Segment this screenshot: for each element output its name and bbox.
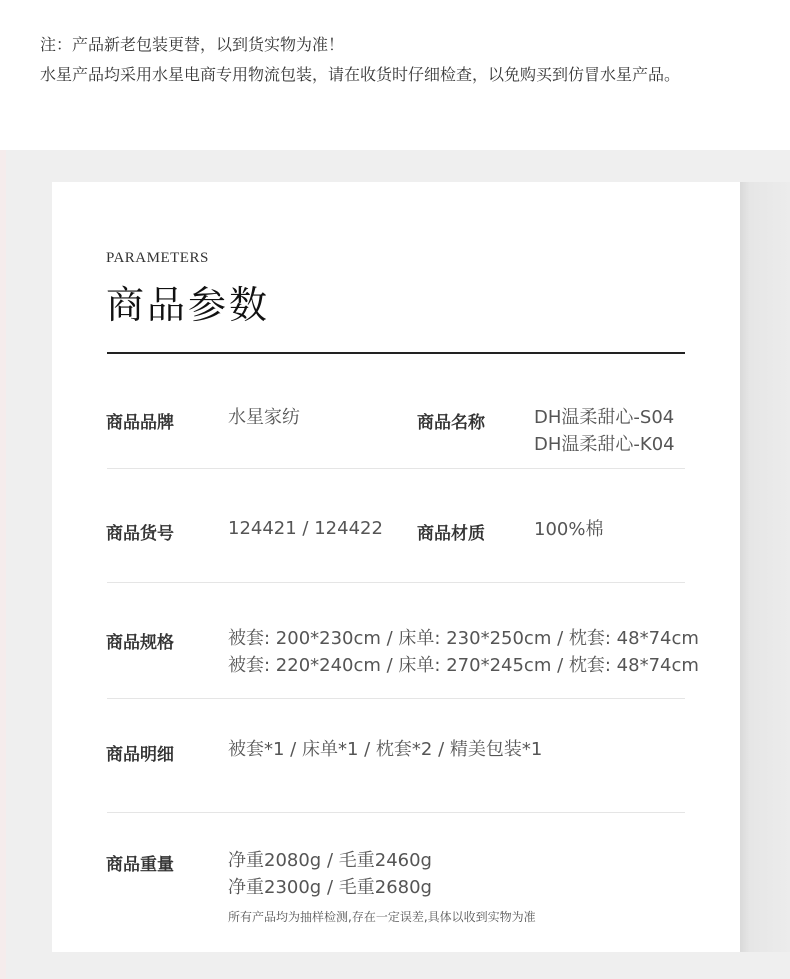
weight-label: 商品重量 [106,855,174,875]
detail-label: 商品明细 [106,745,174,765]
row-divider [107,698,685,699]
sku-label: 商品货号 [106,524,174,544]
row-divider [107,812,685,813]
left-edge-strip [0,150,6,979]
spec-value: 被套: 200*230cm / 床单: 230*250cm / 枕套: 48*74cm [228,628,699,649]
card-shadow [740,182,790,952]
material-label: 商品材质 [417,524,485,544]
notice-line-logistics: 水星产品均采用水星电商专用物流包装，请在收货时仔细检查，以免购买到仿冒水星产品。 [40,65,681,84]
spec-label: 商品规格 [106,633,174,653]
detail-value: 被套*1 / 床单*1 / 枕套*2 / 精美包装*1 [228,739,543,760]
weight-value: 净重2300g / 毛重2680g [228,877,432,898]
brand-value: 水星家纺 [228,407,300,428]
row-divider [107,468,685,469]
spec-values [228,625,699,679]
parameters-card [52,182,740,952]
product-name-value: DH温柔甜心-S04 [534,407,675,428]
sku-value: 124421 / 124422 [228,518,383,539]
spec-value: 被套: 220*240cm / 床单: 270*245cm / 枕套: 48*74cm [228,655,699,676]
parameters-english-title: PARAMETERS [106,250,209,266]
weight-value: 净重2080g / 毛重2460g [228,850,432,871]
product-name-value: DH温柔甜心-K04 [534,434,675,455]
brand-label: 商品品牌 [106,413,174,433]
notice-line-packaging: 注：产品新老包装更替，以到货实物为准！ [40,35,345,54]
product-name-label: 商品名称 [417,413,485,433]
title-divider [107,352,685,354]
product-name-values [534,404,675,458]
row-divider [107,582,685,583]
notice-block [40,30,780,90]
weight-footnote: 所有产品均为抽样检测,存在一定误差,具体以收到实物为准 [228,910,536,924]
material-value: 100%棉 [534,519,604,540]
parameters-chinese-title: 商品参数 [106,283,271,327]
weight-values [228,847,432,901]
